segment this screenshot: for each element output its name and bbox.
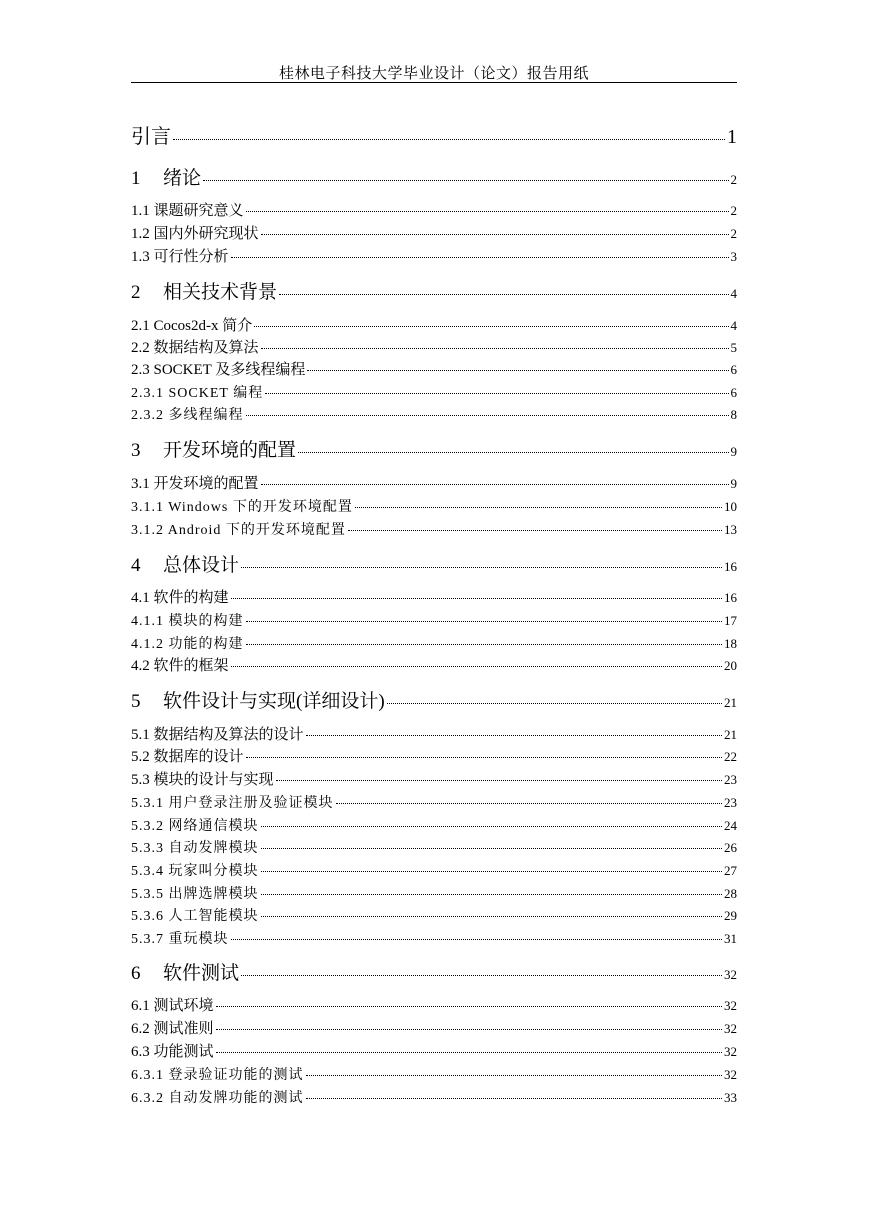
toc-entry[interactable] [131, 1040, 737, 1061]
dot-leader [261, 848, 723, 849]
dot-leader [279, 294, 728, 295]
toc-entry[interactable] [131, 1064, 737, 1084]
toc-entry-title: 可行性分析 [153, 249, 229, 265]
toc-entry-title: 开发环境的配置 [163, 440, 297, 461]
toc-entry-number: 5.1 [131, 727, 150, 743]
dot-leader [231, 257, 729, 258]
toc-entry-title: 软件的框架 [153, 658, 229, 674]
toc-entry-number: 5.3.4 [131, 864, 164, 879]
dot-leader [241, 975, 722, 976]
toc-entry-title: 测试准则 [153, 1021, 214, 1037]
toc-entry-page-number: 32 [724, 967, 737, 982]
toc-entry-page-number: 9 [730, 476, 737, 491]
toc-entry-number: 4 [131, 555, 141, 576]
toc-entry[interactable] [131, 314, 737, 335]
toc-entry-page-number: 21 [724, 727, 737, 742]
toc-entry-number: 5.3.1 [131, 796, 164, 811]
toc-entry[interactable] [131, 519, 737, 539]
toc-entry-title: 绪论 [163, 168, 202, 189]
toc-entry-number: 4.1 [131, 590, 150, 606]
dot-leader [261, 894, 723, 895]
toc-entry-title: 登录验证功能的测试 [168, 1068, 304, 1083]
toc-entry-page-number: 26 [724, 840, 737, 855]
dot-leader [298, 452, 728, 453]
toc-entry-number: 4.1.2 [131, 637, 164, 652]
dot-leader [306, 735, 722, 736]
toc-entry-page-number: 4 [730, 286, 737, 301]
toc-entry[interactable] [131, 120, 737, 149]
toc-entry[interactable] [131, 723, 737, 744]
toc-entry-page-number: 3 [730, 249, 737, 264]
toc-entry-title: 数据库的设计 [153, 749, 244, 765]
toc-entry-title: 软件设计与实现(详细设计) [163, 691, 385, 712]
toc-entry-page-number: 10 [724, 499, 737, 514]
page-header-title: 桂林电子科技大学毕业设计（论文）报告用纸 [278, 66, 589, 82]
toc-entry-title: 出牌选牌模块 [168, 887, 259, 902]
toc-entry-title: SOCKET 及多线程编程 [153, 362, 306, 378]
toc-entry[interactable] [131, 382, 737, 402]
toc-entry-number: 6.3 [131, 1044, 150, 1060]
toc-entry-page-number: 33 [724, 1090, 737, 1105]
toc-entry-title: SOCKET 编程 [168, 386, 264, 401]
toc-entry-title: 用户登录注册及验证模块 [168, 796, 334, 811]
toc-entry-page-number: 16 [724, 559, 737, 574]
toc-entry[interactable] [131, 654, 737, 675]
toc-entry-number: 1.3 [131, 249, 150, 265]
toc-entry-number: 2.3 [131, 362, 150, 378]
dot-leader [216, 1052, 722, 1053]
toc-entry-page-number: 23 [724, 772, 737, 787]
toc-entry[interactable] [131, 277, 737, 304]
toc-entry[interactable] [131, 586, 737, 607]
toc-entry[interactable] [131, 222, 737, 243]
dot-leader [246, 757, 722, 758]
toc-entry-title: 模块的设计与实现 [153, 772, 274, 788]
toc-entry-number: 2.1 [131, 318, 150, 334]
toc-entry-number: 1.1 [131, 203, 150, 219]
dot-leader [254, 326, 728, 327]
toc-entry-page-number: 8 [730, 407, 737, 422]
toc-entry[interactable] [131, 199, 737, 220]
toc-entry-title: 玩家叫分模块 [168, 864, 259, 879]
toc-entry-title: 课题研究意义 [153, 203, 244, 219]
toc-entry-number: 6.1 [131, 998, 150, 1014]
toc-entry-page-number: 16 [724, 590, 737, 605]
toc-entry-number: 2.2 [131, 340, 150, 356]
dot-leader [241, 567, 722, 568]
toc-entry[interactable] [131, 163, 737, 190]
toc-entry-page-number: 23 [724, 795, 737, 810]
toc-entry[interactable] [131, 768, 737, 789]
dot-leader [387, 703, 722, 704]
toc-entry-page-number: 17 [724, 613, 737, 628]
dot-leader [348, 530, 722, 531]
toc-entry-page-number: 21 [724, 695, 737, 710]
dot-leader [216, 1029, 722, 1030]
toc-entry-title: 自动发牌模块 [168, 841, 259, 856]
toc-entry-title: Cocos2d-x 简介 [153, 318, 253, 334]
toc-entry-number: 2 [131, 282, 141, 303]
toc-entry-number: 6.3.2 [131, 1091, 164, 1106]
dot-leader [261, 871, 723, 872]
toc-entry-page-number: 31 [724, 931, 737, 946]
toc-entry[interactable] [131, 958, 737, 985]
toc-entry-number: 4.2 [131, 658, 150, 674]
dot-leader [246, 211, 729, 212]
dot-leader [246, 621, 723, 622]
toc-entry-page-number: 13 [724, 522, 737, 537]
toc-entry[interactable] [131, 686, 737, 713]
toc-entry-page-number: 5 [730, 340, 737, 355]
toc-entry[interactable] [131, 860, 737, 880]
toc-entry[interactable] [131, 336, 737, 357]
toc-entry[interactable] [131, 496, 737, 516]
toc-entry-number: 6.2 [131, 1021, 150, 1037]
toc-entry[interactable] [131, 883, 737, 903]
toc-entry[interactable] [131, 1087, 737, 1107]
toc-entry[interactable] [131, 435, 737, 462]
toc-entry[interactable] [131, 745, 737, 766]
toc-entry-number: 3.1.1 [131, 500, 164, 515]
toc-entry-number: 2.3.2 [131, 408, 164, 423]
toc-entry[interactable] [131, 610, 737, 630]
toc-entry-title: 软件测试 [163, 963, 240, 984]
toc-entry-number: 5.3 [131, 772, 150, 788]
toc-entry-title: 国内外研究现状 [153, 226, 259, 242]
dot-leader [231, 598, 722, 599]
toc-entry-title: 网络通信模块 [168, 819, 259, 834]
toc-entry-number: 5.3.7 [131, 932, 164, 947]
toc-entry[interactable] [131, 633, 737, 653]
toc-entry-page-number: 32 [724, 1021, 737, 1036]
toc-entry-page-number: 29 [724, 908, 737, 923]
toc-entry-page-number: 6 [730, 362, 737, 377]
toc-entry-number: 5.3.5 [131, 887, 164, 902]
toc-entry-page-number: 27 [724, 863, 737, 878]
toc-entry-page-number: 32 [724, 998, 737, 1013]
toc-entry-number: 5.2 [131, 749, 150, 765]
dot-leader [231, 666, 722, 667]
toc-entry-page-number: 6 [730, 385, 737, 400]
dot-leader [307, 370, 728, 371]
header-divider [131, 82, 737, 83]
toc-entry-title: 总体设计 [163, 555, 240, 576]
dot-leader [276, 780, 722, 781]
toc-entry-title: 数据结构及算法的设计 [153, 727, 304, 743]
dot-leader [306, 1075, 723, 1076]
toc-entry[interactable] [131, 1017, 737, 1038]
dot-leader [246, 644, 723, 645]
dot-leader [261, 484, 729, 485]
dot-leader [261, 234, 729, 235]
toc-entry-title: 模块的构建 [168, 614, 244, 629]
toc-entry-page-number: 20 [724, 658, 737, 673]
toc-entry[interactable] [131, 550, 737, 577]
toc-entry-title: 功能测试 [153, 1044, 214, 1060]
toc-entry[interactable] [131, 994, 737, 1015]
toc-entry-page-number: 28 [724, 886, 737, 901]
toc-entry-title: 数据结构及算法 [153, 340, 259, 356]
toc-entry-page-number: 2 [730, 226, 737, 241]
toc-entry-page-number: 22 [724, 749, 737, 764]
toc-entry-page-number: 32 [724, 1044, 737, 1059]
toc-entry-number: 5.3.6 [131, 909, 164, 924]
toc-entry[interactable] [131, 837, 737, 857]
dot-leader [355, 507, 722, 508]
toc-entry-page-number: 32 [724, 1067, 737, 1082]
toc-entry[interactable] [131, 472, 737, 493]
toc-entry-title: 自动发牌功能的测试 [168, 1091, 304, 1106]
toc-entry-title: 软件的构建 [153, 590, 229, 606]
toc-entry-number: 3.1 [131, 476, 150, 492]
dot-leader [265, 393, 728, 394]
toc-entry-number: 5.3.3 [131, 841, 164, 856]
toc-entry[interactable] [131, 815, 737, 835]
toc-entry[interactable] [131, 792, 737, 812]
dot-leader [261, 916, 723, 917]
toc-entry-number: 5.3.2 [131, 819, 164, 834]
toc-entry-title: Windows 下的开发环境配置 [168, 500, 353, 515]
toc-entry-page-number: 2 [730, 203, 737, 218]
toc-entry-page-number: 18 [724, 636, 737, 651]
toc-entry-number: 4.1.1 [131, 614, 164, 629]
toc-entry-title: 开发环境的配置 [153, 476, 259, 492]
toc-entry-title: Android 下的开发环境配置 [167, 523, 346, 538]
toc-entry-number: 2.3.1 [131, 386, 164, 401]
toc-entry-number: 1.2 [131, 226, 150, 242]
toc-entry-number: 3.1.2 [131, 523, 164, 538]
toc-entry-number: 5 [131, 691, 141, 712]
toc-entry-title: 人工智能模块 [168, 909, 259, 924]
toc-entry-page-number: 1 [727, 126, 737, 148]
dot-leader [246, 415, 729, 416]
toc-entry-title: 相关技术背景 [163, 282, 278, 303]
dot-leader [261, 826, 723, 827]
toc-entry[interactable] [131, 245, 737, 266]
dot-leader [203, 180, 728, 181]
toc-entry-page-number: 24 [724, 818, 737, 833]
toc-entry-title: 功能的构建 [168, 637, 244, 652]
toc-entry[interactable] [131, 905, 737, 925]
toc-entry-page-number: 2 [730, 172, 737, 187]
dot-leader [216, 1006, 722, 1007]
toc-entry-title: 测试环境 [153, 998, 214, 1014]
toc-entry-number: 6 [131, 963, 141, 984]
toc-entry-number: 1 [131, 168, 141, 189]
toc-entry-title: 重玩模块 [168, 932, 229, 947]
dot-leader [173, 139, 725, 140]
toc-entry-number: 6.3.1 [131, 1068, 164, 1083]
toc-entry[interactable] [131, 928, 737, 948]
dot-leader [231, 939, 723, 940]
dot-leader [261, 348, 729, 349]
toc-entry-page-number: 4 [730, 318, 737, 333]
toc-entry-number: 3 [131, 440, 141, 461]
toc-entry[interactable] [131, 358, 737, 379]
dot-leader [306, 1098, 723, 1099]
toc-entry[interactable] [131, 404, 737, 424]
toc-entry-title: 多线程编程 [168, 408, 244, 423]
toc-entry-page-number: 9 [730, 444, 737, 459]
toc-entry-title: 引言 [131, 126, 171, 148]
dot-leader [336, 803, 723, 804]
